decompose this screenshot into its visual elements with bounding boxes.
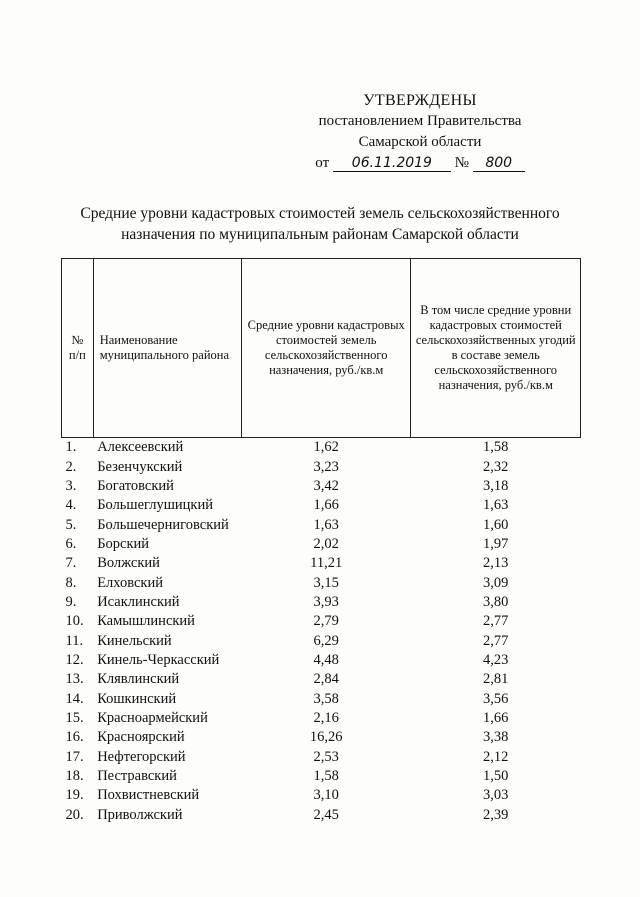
table-row bbox=[62, 709, 581, 728]
cadastral-table bbox=[61, 258, 581, 825]
avg-value: 6,29 bbox=[313, 632, 339, 649]
incl-value: 4,23 bbox=[483, 651, 509, 668]
incl-value: 2,39 bbox=[483, 806, 509, 823]
table-row bbox=[62, 689, 581, 708]
row-number: 10. bbox=[65, 613, 84, 630]
table-row bbox=[62, 670, 581, 689]
table-row bbox=[62, 515, 581, 534]
avg-value: 3,58 bbox=[313, 690, 339, 707]
incl-value: 3,18 bbox=[483, 477, 509, 494]
row-number: 13. bbox=[65, 671, 84, 688]
district-name: Богатовский bbox=[97, 477, 174, 494]
avg-value: 4,48 bbox=[313, 651, 339, 668]
header-incl: В том числе средние уровни кадастровых стоимостей сельскохозяйственных угодий в составе земель сельскохозяйственного назначения, руб./кв.м bbox=[411, 259, 581, 438]
table-row bbox=[62, 535, 581, 554]
row-number: 15. bbox=[65, 709, 84, 726]
avg-value: 1,66 bbox=[313, 497, 339, 514]
row-number: 6. bbox=[65, 535, 77, 552]
header-name: Наименование муниципального района bbox=[93, 259, 241, 438]
district-name: Безенчукский bbox=[97, 458, 183, 475]
header-avg: Средние уровни кадастровых стоимостей земель сельскохозяйственного назначения, руб./кв.м bbox=[241, 259, 411, 438]
table-row bbox=[62, 806, 581, 825]
approval-line-2: Самарской области bbox=[358, 134, 482, 150]
incl-value: 2,77 bbox=[483, 632, 509, 649]
incl-value: 1,60 bbox=[483, 516, 509, 533]
incl-value: 3,09 bbox=[483, 574, 509, 591]
incl-value: 1,97 bbox=[483, 535, 509, 552]
row-number: 20. bbox=[65, 806, 84, 823]
district-name: Красноармейский bbox=[97, 709, 208, 726]
table-row bbox=[62, 786, 581, 805]
avg-value: 2,84 bbox=[313, 671, 339, 688]
row-number: 4. bbox=[65, 497, 77, 514]
avg-value: 3,10 bbox=[313, 787, 339, 804]
incl-value: 3,56 bbox=[483, 690, 509, 707]
avg-value: 1,58 bbox=[313, 768, 339, 785]
district-name: Борский bbox=[97, 535, 150, 552]
district-name: Камышлинский bbox=[97, 613, 195, 630]
from-label: от bbox=[315, 155, 330, 171]
document-title bbox=[40, 203, 600, 245]
table-row bbox=[62, 728, 581, 747]
incl-value: 3,38 bbox=[483, 729, 509, 746]
row-number: 5. bbox=[65, 516, 77, 533]
approval-line-1: постановлением Правительства bbox=[318, 113, 522, 129]
row-number: 9. bbox=[65, 593, 77, 610]
approval-block bbox=[300, 90, 540, 174]
avg-value: 16,26 bbox=[309, 729, 343, 746]
table-row bbox=[62, 496, 581, 515]
table-row bbox=[62, 748, 581, 767]
avg-value: 3,93 bbox=[313, 593, 339, 610]
table-row bbox=[62, 651, 581, 670]
avg-value: 2,16 bbox=[313, 709, 339, 726]
row-number: 2. bbox=[65, 458, 77, 475]
table-body bbox=[62, 438, 581, 825]
title-line-2: назначения по муниципальным районам Самарской области bbox=[121, 226, 519, 243]
district-name: Приволжский bbox=[97, 806, 183, 823]
avg-value: 2,45 bbox=[313, 806, 339, 823]
table-row bbox=[62, 438, 581, 458]
incl-value: 2,13 bbox=[483, 555, 509, 572]
row-number: 11. bbox=[65, 632, 84, 649]
avg-value: 3,42 bbox=[313, 477, 339, 494]
avg-value: 1,63 bbox=[313, 516, 339, 533]
table-row bbox=[62, 554, 581, 573]
avg-value: 2,79 bbox=[313, 613, 339, 630]
incl-value: 2,12 bbox=[483, 748, 509, 765]
avg-value: 3,15 bbox=[313, 574, 339, 591]
incl-value: 3,80 bbox=[483, 593, 509, 610]
table-row bbox=[62, 573, 581, 592]
table-header-row bbox=[62, 259, 581, 438]
district-name: Елховский bbox=[97, 574, 163, 591]
approval-date-line bbox=[300, 153, 540, 174]
district-name: Кошкинский bbox=[97, 690, 177, 707]
row-number: 18. bbox=[65, 768, 84, 785]
title-line-1: Средние уровни кадастровых стоимостей земель сельскохозяйственного bbox=[80, 205, 560, 222]
number-label: № bbox=[454, 155, 469, 171]
incl-value: 2,32 bbox=[483, 458, 509, 475]
district-name: Алексеевский bbox=[97, 439, 184, 456]
table-row bbox=[62, 767, 581, 786]
avg-value: 2,02 bbox=[313, 535, 339, 552]
incl-value: 2,77 bbox=[483, 613, 509, 630]
district-name: Волжский bbox=[97, 555, 160, 572]
table-row bbox=[62, 477, 581, 496]
table-row bbox=[62, 612, 581, 631]
header-num: № п/п bbox=[62, 259, 94, 438]
incl-value: 1,58 bbox=[483, 439, 509, 456]
district-name: Кинельский bbox=[97, 632, 172, 649]
row-number: 3. bbox=[65, 477, 77, 494]
district-name: Исаклинский bbox=[97, 593, 180, 610]
avg-value: 1,62 bbox=[313, 439, 339, 456]
incl-value: 1,66 bbox=[483, 709, 509, 726]
approval-number: 800 bbox=[473, 155, 525, 172]
table-row bbox=[62, 631, 581, 650]
approval-date: 06.11.2019 bbox=[333, 155, 451, 172]
row-number: 16. bbox=[65, 729, 84, 746]
row-number: 14. bbox=[65, 690, 84, 707]
incl-value: 2,81 bbox=[483, 671, 509, 688]
district-name: Красноярский bbox=[97, 729, 185, 746]
district-name: Большечерниговский bbox=[97, 516, 229, 533]
avg-value: 2,53 bbox=[313, 748, 339, 765]
incl-value: 1,63 bbox=[483, 497, 509, 514]
row-number: 19. bbox=[65, 787, 84, 804]
row-number: 12. bbox=[65, 651, 84, 668]
row-number: 7. bbox=[65, 555, 77, 572]
district-name: Кинель-Черкасский bbox=[97, 651, 220, 668]
district-name: Похвистневский bbox=[97, 787, 200, 804]
incl-value: 1,50 bbox=[483, 768, 509, 785]
row-number: 1. bbox=[65, 439, 77, 456]
table-row bbox=[62, 593, 581, 612]
district-name: Клявлинский bbox=[97, 671, 180, 688]
row-number: 17. bbox=[65, 748, 84, 765]
row-number: 8. bbox=[65, 574, 77, 591]
incl-value: 3,03 bbox=[483, 787, 509, 804]
approval-heading: УТВЕРЖДЕНЫ bbox=[363, 92, 477, 109]
avg-value: 11,21 bbox=[310, 555, 343, 572]
district-name: Пестравский bbox=[97, 768, 177, 785]
avg-value: 3,23 bbox=[313, 458, 339, 475]
district-name: Нефтегорский bbox=[97, 748, 186, 765]
table-row bbox=[62, 457, 581, 476]
district-name: Большеглушицкий bbox=[97, 497, 213, 514]
